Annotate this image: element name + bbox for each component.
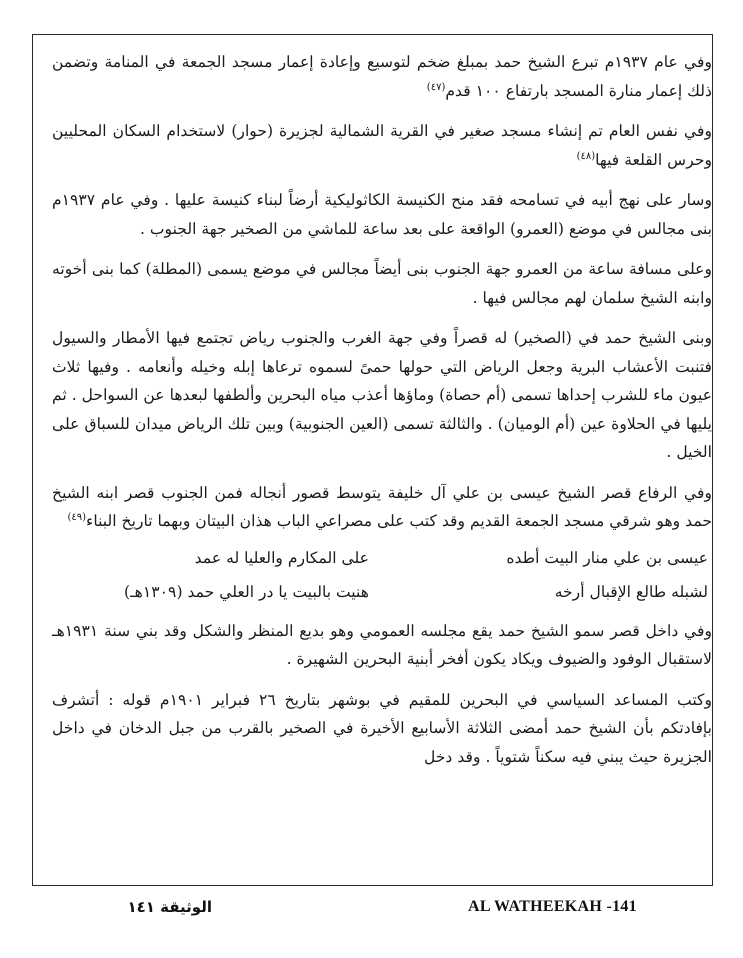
paragraph	[52, 48, 712, 105]
paragraph-text: وعلى مسافة ساعة من العمرو جهة الجنوب بنى أيضاً مجالس في موضع يسمى (المطلة) كما بنى أخوته وابنه الشيخ سلمان لهم مجالس فيها .	[52, 260, 712, 307]
document-body	[52, 48, 712, 882]
paragraph-text: وفي عام ١٩٣٧م تبرع الشيخ حمد بمبلغ ضخم لتوسيع وإعادة إعمار مسجد الجمعة في المنامة وتضمن ذلك إعمار منارة المسجد بارتفاع ١٠٠ قدم	[52, 53, 712, 100]
footer-arabic-title: الوثيقة ١٤١	[127, 898, 212, 916]
footnote-ref: (٤٧)	[426, 81, 446, 93]
paragraph-text: وبنى الشيخ حمد في (الصخير) له قصراً وفي جهة الغرب والجنوب رياض تجتمع فيها الأمطار والسيول فتنبت الأعشاب البرية وجعل الرياض التي حولها حمىً لسموه ترعاها إبله وخيله وأنعامه . وفيها ثلاث عيون ماء للشرب إحداها تسمى (أم حصاة) وماؤها أعذب مياه البحرين وألطفها لبعدها عن السواحل . ثم يليها في الحلاوة عين (أم الوميان) . والثالثة تسمى (العين الجنوبية) وبين تلك الرياض ميدان للسباق على الخيل .	[52, 329, 712, 461]
verse-first-hemistich: عيسى بن علي منار البيت أطده	[506, 548, 708, 567]
paragraph	[52, 186, 712, 243]
footnote-ref: (٤٩)	[67, 511, 86, 523]
verse-second-hemistich: هنيت بالبيت يا در العلي حمد (١٣٠٩هـ)	[124, 583, 369, 601]
verse-first-hemistich: لشبله طالع الإقبال أرخه	[554, 583, 708, 601]
footer-english-title: AL WATHEEKAH -141	[468, 898, 637, 915]
poem-verse	[52, 578, 712, 607]
paragraph-text: وسار على نهج أبيه في تسامحه فقد منح الكنيسة الكاثوليكية أرضاً لبناء كنيسة عليها . وفي عام ١٩٣٧م بنى مجالس في موضع (العمرو) الواقعة على بعد ساعة للماشي من الصخير جهة الجنوب .	[52, 191, 712, 238]
footnote-ref: (٤٨)	[576, 150, 596, 162]
paragraph-text: وفي نفس العام تم إنشاء مسجد صغير في القرية الشمالية لجزيرة (حوار) لاستخدام السكان المحليين وحرس القلعة فيها	[52, 122, 712, 169]
paragraph	[52, 686, 712, 772]
paragraph	[52, 255, 712, 312]
paragraph-text: وفي الرفاع قصر الشيخ عيسى بن علي آل خليفة يتوسط قصور أنجاله فمن الجنوب قصر ابنه الشيخ حمد وهو شرقي مسجد الجمعة القديم وقد كتب على مصراعي الباب هذان البيتان وبهما تاريخ البناء	[52, 483, 712, 530]
paragraph	[52, 117, 712, 174]
verse-second-hemistich: على المكارم والعليا له عمد	[194, 548, 369, 567]
paragraph	[52, 479, 712, 536]
paragraph-text: وكتب المساعد السياسي في البحرين للمقيم في بوشهر بتاريخ ٢٦ فبراير ١٩٠١م قوله : أتشرف بإفادتكم بأن الشيخ حمد أمضى الثلاثة الأسابيع الأخيرة في الصخير بالقرب من جبل الدخان في داخل الجزيرة حيث يبني فيه سكناً شتوياً . وقد دخل	[52, 690, 712, 766]
paragraph-text: وفي داخل قصر سمو الشيخ حمد يقع مجلسه العمومي وهو بديع المنظر والشكل وقد بني سنة ١٩٣١هـ لاستقبال الوفود والضيوف ويكاد يكون أفخر أبنية البحرين الشهيرة .	[52, 621, 712, 668]
poem-verse	[52, 544, 712, 573]
paragraph	[52, 617, 712, 674]
paragraph	[52, 324, 712, 467]
